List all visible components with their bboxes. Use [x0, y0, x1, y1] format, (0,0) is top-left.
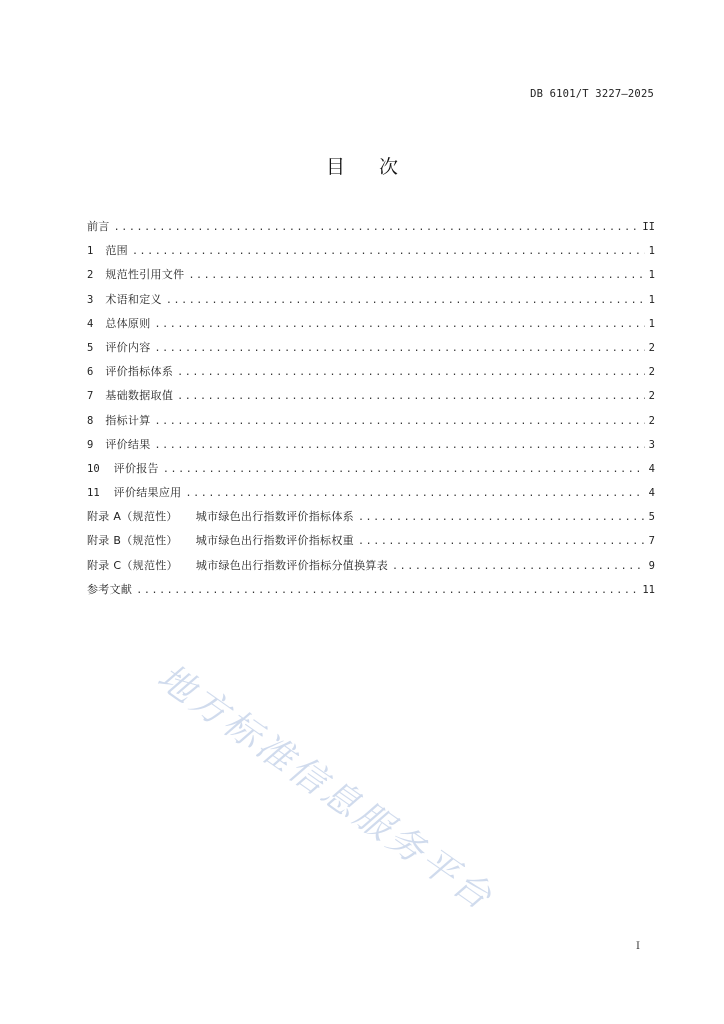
toc-entry-label: 前言 — [87, 220, 110, 233]
toc-entry-page: 2 — [648, 341, 655, 354]
toc-entry-page: 2 — [648, 366, 655, 379]
toc-entry-5[interactable] — [87, 339, 655, 363]
watermark: 地方标准信息服务平台 — [149, 656, 502, 920]
toc-entry-label: 评价内容 — [105, 340, 151, 354]
toc-entry-page: 2 — [648, 390, 655, 403]
toc-entry-label: 评价结果应用 — [113, 486, 182, 500]
toc-entry-number: 4 — [87, 317, 94, 330]
toc-entry-11[interactable] — [87, 484, 655, 508]
toc-entry-page: 4 — [648, 462, 655, 475]
toc-leader-dots — [132, 246, 645, 257]
toc-entry-number: 5 — [87, 341, 94, 354]
toc-entry-number: 9 — [87, 438, 94, 451]
toc-appendix-tag: 附录 B（规范性） — [87, 534, 178, 548]
toc-leader-dots — [155, 319, 645, 330]
toc-entry-9[interactable] — [87, 436, 655, 460]
toc-leader-dots — [358, 536, 645, 547]
toc-entry-page: 11 — [642, 583, 655, 596]
toc-entry-8[interactable] — [87, 412, 655, 436]
toc-entry-number: 6 — [87, 366, 94, 379]
toc-entry-label: 评价结果 — [105, 437, 151, 451]
toc-leader-dots — [163, 464, 645, 475]
toc-entry-3[interactable] — [87, 291, 655, 315]
toc-entry-number: 8 — [87, 414, 94, 427]
toc-entry-label: 指标计算 — [105, 413, 151, 427]
toc-title-left: 目 — [325, 156, 345, 178]
toc-entry-page: 3 — [648, 438, 655, 451]
toc-entry-label: 基础数据取值 — [105, 389, 174, 403]
document-code: DB 6101/T 3227—2025 — [530, 88, 654, 100]
toc-entry-page: 1 — [648, 317, 655, 330]
toc-entry-number: 10 — [87, 462, 100, 475]
toc-leader-dots — [136, 585, 638, 596]
toc-leader-dots — [114, 222, 639, 233]
toc-entry-label: 评价指标体系 — [105, 365, 174, 379]
toc-entry-label: 范围 — [105, 244, 128, 258]
toc-leader-dots — [188, 270, 644, 281]
toc-entry-label: 城市绿色出行指数评价指标权重 — [195, 534, 354, 548]
toc-entry-6[interactable] — [87, 363, 655, 387]
toc-entry-number: 2 — [87, 269, 94, 282]
toc-leader-dots — [177, 367, 645, 378]
toc-entry-label: 术语和定义 — [105, 292, 162, 306]
toc-entry-page: 7 — [648, 535, 655, 548]
toc-title — [0, 152, 724, 179]
toc-leader-dots — [155, 343, 645, 354]
toc-appendix-tag: 附录 C（规范性） — [87, 558, 178, 572]
toc-entry-number: 3 — [87, 293, 94, 306]
toc-entry-page: 5 — [648, 511, 655, 524]
toc-entry-number: 7 — [87, 390, 94, 403]
toc-entry-7[interactable] — [87, 387, 655, 411]
toc-leader-dots — [358, 512, 645, 523]
toc-entry-references[interactable] — [87, 581, 655, 605]
toc-entry-label: 评价报告 — [113, 461, 159, 475]
toc-entry-page: 4 — [648, 487, 655, 500]
toc-entry-page: 1 — [648, 293, 655, 306]
toc-entry-page: II — [642, 221, 655, 233]
toc-entry-10[interactable] — [87, 460, 655, 484]
toc-leader-dots — [155, 416, 645, 427]
toc-appendix-tag: 附录 A（规范性） — [87, 510, 178, 524]
toc-entry-foreword[interactable] — [87, 218, 655, 242]
toc-appendix-b[interactable] — [87, 532, 655, 556]
toc-entry-page: 9 — [648, 559, 655, 572]
toc-entry-label: 规范性引用文件 — [105, 268, 185, 282]
toc-entry-2[interactable] — [87, 266, 655, 290]
toc-leader-dots — [177, 391, 645, 402]
toc-entry-label: 城市绿色出行指数评价指标体系 — [195, 510, 354, 524]
toc-list — [87, 218, 655, 605]
toc-entry-page: 1 — [648, 269, 655, 282]
toc-leader-dots — [166, 295, 645, 306]
toc-entry-number: 1 — [87, 245, 94, 258]
toc-entry-label: 参考文献 — [87, 582, 133, 596]
page-number: I — [636, 941, 640, 952]
toc-leader-dots — [185, 488, 644, 499]
toc-entry-4[interactable] — [87, 315, 655, 339]
toc-leader-dots — [155, 440, 645, 451]
toc-entry-label: 总体原则 — [105, 316, 151, 330]
toc-entry-number: 11 — [87, 487, 100, 500]
toc-entry-page: 2 — [648, 414, 655, 427]
toc-appendix-c[interactable] — [87, 557, 655, 581]
toc-entry-page: 1 — [648, 245, 655, 258]
toc-entry-label: 城市绿色出行指数评价指标分值换算表 — [195, 558, 388, 572]
toc-appendix-a[interactable] — [87, 508, 655, 532]
toc-title-right: 次 — [379, 156, 399, 178]
toc-entry-1[interactable] — [87, 242, 655, 266]
toc-leader-dots — [392, 561, 645, 572]
